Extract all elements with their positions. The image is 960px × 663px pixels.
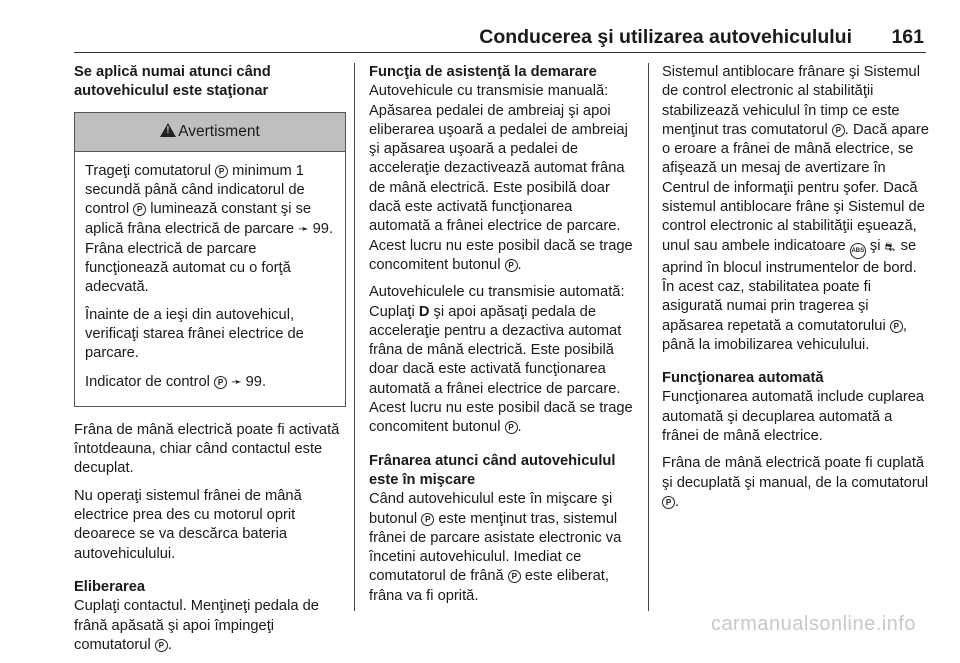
warning-box (74, 112, 346, 407)
paragraph (369, 82, 637, 275)
parking-brake-icon: P (505, 259, 518, 272)
text: Sistemul antiblocare frânare şi Sistemul de control electronic al stabilităţii stabilizează vehiculul în timp ce este menţinut tras comutatorul (662, 64, 920, 138)
page-reference-link[interactable]: 99. (245, 373, 267, 390)
abs-icon: ABS (850, 243, 866, 259)
column-divider-2 (648, 63, 649, 611)
watermark: carmanualsonline.info (710, 613, 916, 635)
paragraph: Funcţionarea automată include cuplarea automată şi decuplarea automată a frânei de mână electrice. (662, 389, 925, 445)
text: este menţinut tras, sistemul frânei de parcare asistate electronic va încetini autovehiculul. Imediat ce comutatorul de frână (369, 510, 622, 585)
parking-brake-icon: P (214, 376, 227, 389)
parking-brake-icon: P (155, 639, 168, 652)
parking-brake-icon: P (890, 320, 903, 333)
section-heading: Frânarea atunci când autovehiculul este în mişcare (369, 452, 616, 488)
text: Frâna de mână electrică poate fi cuplată şi decuplată şi manual, de la comutatorul (662, 455, 929, 491)
text: Indicator de control (85, 373, 214, 390)
page-title: Conducerea şi utilizarea autovehiculului (479, 26, 852, 48)
text: Cuplaţi contactul. Menţineţi pedala de frână apăsată şi apoi împingeţi comutatorul (74, 598, 319, 653)
section-heading: Funcţionarea automată (662, 370, 824, 387)
warning-body (75, 152, 345, 406)
paragraph (662, 63, 930, 355)
esc-icon: ⛐ (884, 239, 895, 254)
release-heading: Eliberarea (74, 578, 146, 595)
paragraph (369, 283, 637, 437)
text: , până la imobilizarea vehiculului. (662, 317, 907, 353)
paragraph: Nu operaţi sistemul frânei de mână electrice prea des cu motorul oprit deoarece se va descărca bateria autovehiculului. (74, 487, 302, 562)
text: . Dacă apare o eroare a frânei de mână electrice, se afişează un mesaj de avertizare în Centrul de informaţii pentru şofer. Dacă sistemul antiblocare frâne şi Sistemul de control electronic al stabilităţii eşuează, unul sau ambele indicatoare (662, 121, 929, 254)
parking-brake-icon: P (508, 570, 521, 583)
column-1 (74, 63, 346, 663)
page-reference-link[interactable]: 99. Frâna electrică de parcare funcţionează automat cu o forţă adecvată. (85, 221, 334, 296)
paragraph: Frâna de mână electrică poate fi activată întotdeauna, chiar când contactul este decuplat. (74, 421, 340, 477)
text: se aprind în blocul instrumentelor de bord. În acest caz, stabilitatea poate fi asigurată numai prin tragerea şi apăsarea repetată a comutatorului (662, 237, 917, 334)
intro-heading: Se aplică numai atunci când autovehiculul este staţionar (74, 64, 271, 100)
parking-brake-icon: P (215, 165, 228, 178)
parking-brake-icon: P (133, 203, 146, 216)
paragraph (369, 490, 637, 606)
gear-label: D (418, 303, 430, 320)
reference-arrow-icon: ➛ (298, 221, 313, 237)
warning-title: Avertisment (178, 122, 260, 140)
text: Autovehiculele cu transmisie automată: Cuplaţi (369, 284, 625, 320)
parking-brake-icon: P (505, 421, 518, 434)
paragraph (662, 454, 930, 512)
parking-brake-icon: P (421, 513, 434, 526)
page-header (74, 22, 926, 53)
warning-paragraph-3 (85, 372, 335, 392)
text: luminează constant şi se aplică frâna electrică de parcare (85, 201, 312, 238)
section-heading: Funcţia de asistenţă la demarare (369, 64, 597, 80)
text: Când autovehiculul este în mişcare şi butonul (369, 491, 613, 527)
column-2 (369, 63, 637, 614)
warning-triangle-icon (160, 123, 176, 137)
column-divider-1 (354, 63, 355, 611)
text: minimum 1 secundă până când indicatorul de control (85, 162, 305, 218)
parking-brake-icon: P (832, 124, 845, 137)
page-number: 161 (891, 26, 924, 48)
text: . (517, 256, 522, 273)
text: şi apoi apăsaţi pedala de acceleraţie pentru a dezactiva automat frâna de mână electrică. Este posibilă doar dacă este activată funcţionarea automată a frânei electrice de parcare. Acest lucru nu este posibil dacă se trage concomitent butonul (369, 303, 633, 436)
text: şi (865, 237, 885, 254)
column-3 (662, 63, 930, 520)
text: . (675, 493, 680, 510)
warning-paragraph-1 (85, 162, 335, 298)
reference-arrow-icon: ➛ (231, 373, 246, 389)
warning-paragraph-2: Înainte de a ieşi din autovehicul, verificaţi starea frânei electrice de parcare. (85, 306, 304, 362)
text: Autovehicule cu transmisie manuală: Apăsarea pedalei de ambreiaj şi apoi eliberarea uşoară a pedalei de ambreiaj şi apăsarea uşoară a pedalei de acceleraţie dezactivează automat frâna de mână electrică. Este posibilă doar dacă este activată funcţionarea automată a frânei electrice de parcare. Acest lucru nu este posibil dacă se trage concomitent butonul (369, 83, 633, 273)
parking-brake-icon: P (662, 496, 675, 509)
text: . (167, 636, 172, 653)
text: . (517, 419, 522, 436)
warning-header (75, 113, 345, 152)
text: Trageţi comutatorul (85, 162, 216, 179)
text: este eliberat, frâna va fi oprită. (369, 568, 609, 604)
release-paragraph (74, 597, 346, 655)
